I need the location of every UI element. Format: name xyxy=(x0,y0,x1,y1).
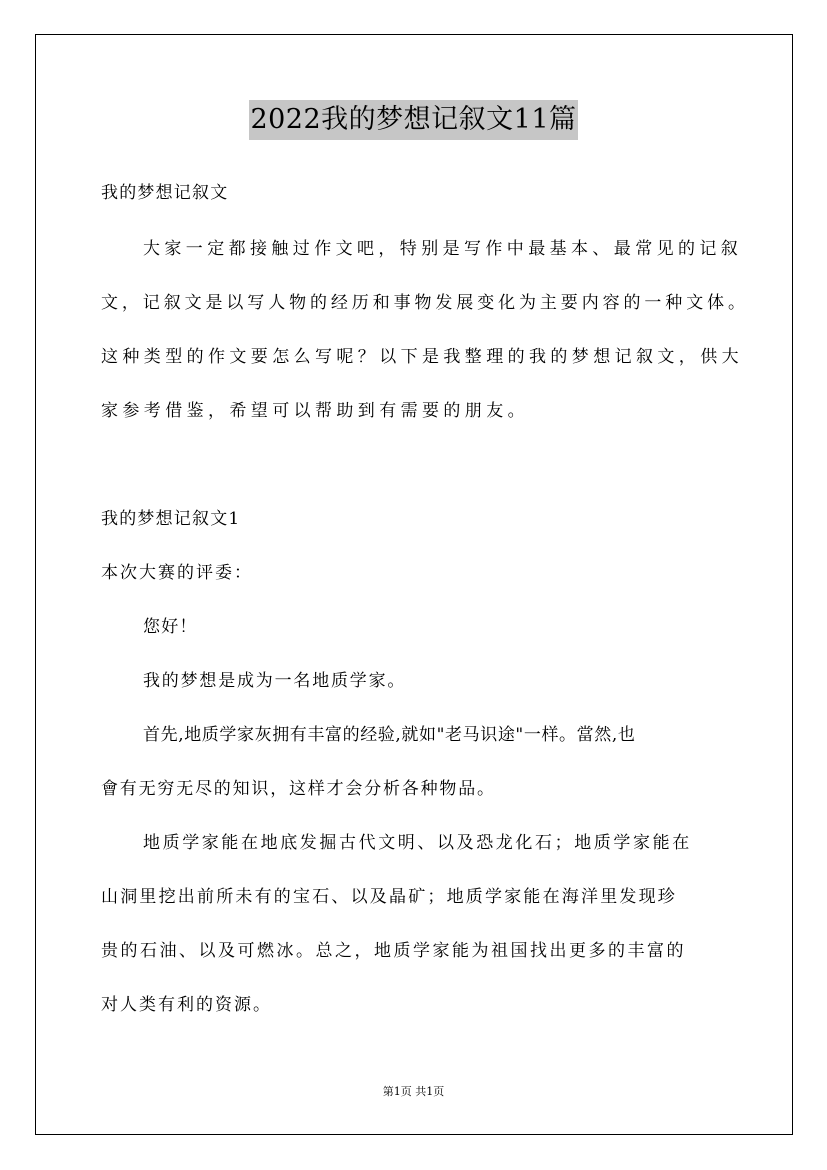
document-title: 2022我的梦想记叙文11篇 xyxy=(249,100,577,140)
subtitle: 我的梦想记叙文 xyxy=(101,183,229,203)
paragraph-line: 贵的石油、以及可燃冰。总之，地质学家能为祖国找出更多的丰富的 xyxy=(101,941,686,961)
intro-line: 家参考借鉴，希望可以帮助到有需要的朋友。 xyxy=(101,401,529,421)
paragraph-line: 对人类有利的资源。 xyxy=(101,995,272,1015)
paragraph-line: 山洞里挖出前所未有的宝石、以及晶矿；地质学家能在海洋里发现珍 xyxy=(101,887,677,907)
paragraph-line: 首先,地质学家灰拥有丰富的经验,就如"老马识途"一样。當然,也 xyxy=(143,725,636,745)
section-heading: 我的梦想记叙文1 xyxy=(101,509,241,529)
intro-line: 这种类型的作文要怎么写呢？以下是我整理的我的梦想记叙文，供大 xyxy=(101,347,743,367)
title-container xyxy=(0,100,827,140)
greeting: 您好！ xyxy=(143,617,198,637)
salutation: 本次大赛的评委： xyxy=(101,563,253,583)
paragraph-line: 會有无穷无尽的知识，这样才会分析各种物品。 xyxy=(101,779,496,799)
page-footer: 第1页 共1页 xyxy=(382,1085,445,1098)
dream-statement: 我的梦想是成为一名地质学家。 xyxy=(143,671,407,691)
paragraph-line: 地质学家能在地底发掘古代文明、以及恐龙化石；地质学家能在 xyxy=(143,833,692,853)
intro-line: 文，记叙文是以写人物的经历和事物发展变化为主要内容的一种文体。 xyxy=(101,293,749,313)
intro-line: 大家一定都接触过作文吧，特别是写作中最基本、最常见的记叙 xyxy=(143,239,743,259)
